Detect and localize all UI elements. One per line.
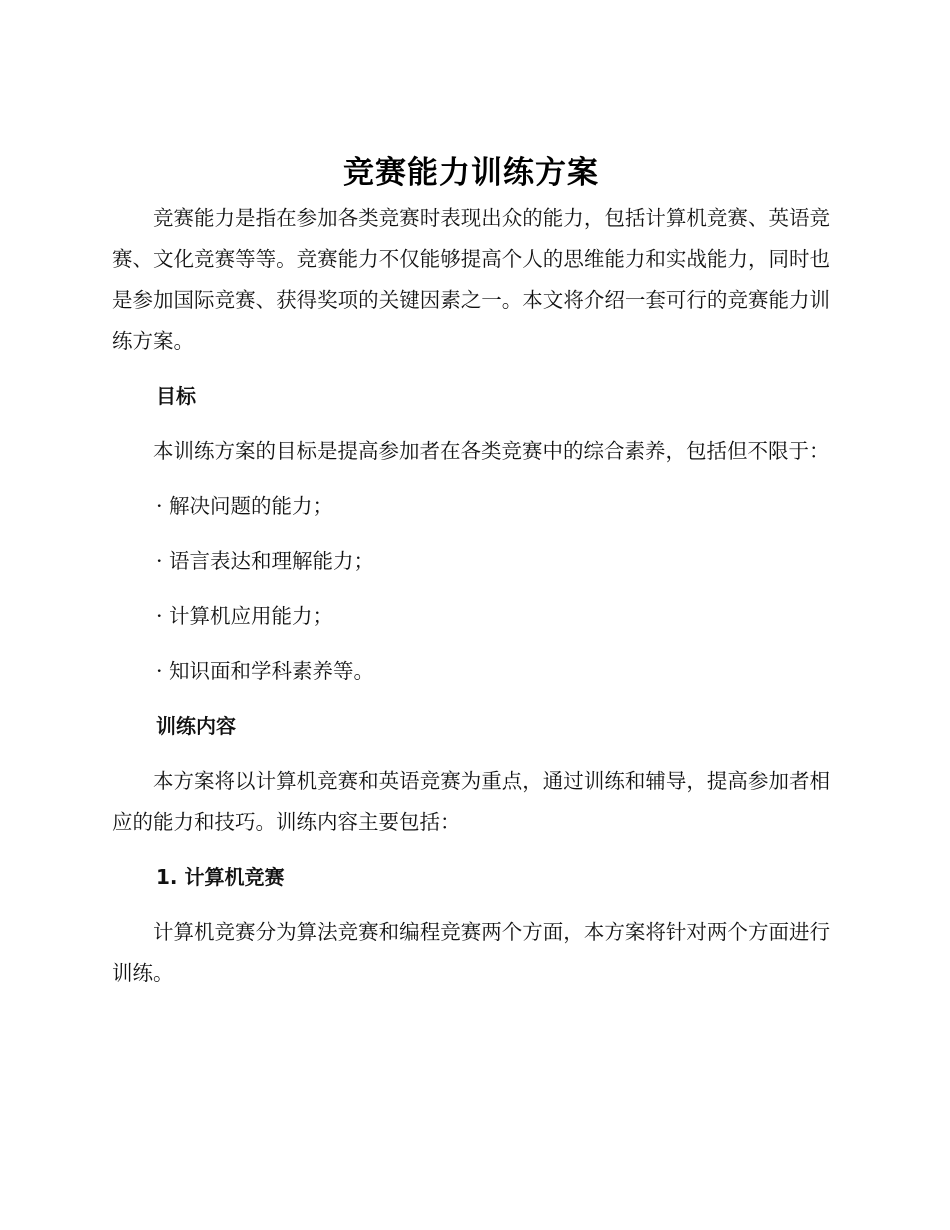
goal-paragraph: 本训练方案的目标是提高参加者在各类竞赛中的综合素养，包括但不限于： <box>153 439 830 463</box>
content-heading: 训练内容 <box>156 714 236 738</box>
intro-paragraph: 竞赛能力是指在参加各类竞赛时表现出众的能力，包括计算机竞赛、英语竞赛、文化竞赛等等。竞赛能力不仅能够提高个人的思维能力和实战能力，同时也是参加国际竞赛、获得奖项的关键因素之一。本文将介绍一套可行的竞赛能力训练方案。 <box>112 206 830 353</box>
section1-paragraph: 计算机竞赛分为算法竞赛和编程竞赛两个方面，本方案将针对两个方面进行训练。 <box>112 920 830 985</box>
section1-heading: 1. 计算机竞赛 <box>156 865 285 889</box>
list-item: · 语言表达和理解能力； <box>156 549 375 573</box>
list-item: · 解决问题的能力； <box>156 494 334 518</box>
document-page <box>112 148 830 994</box>
list-item: · 计算机应用能力； <box>156 604 334 628</box>
document-title: 竞赛能力训练方案 <box>343 155 599 191</box>
content-paragraph: 本方案将以计算机竞赛和英语竞赛为重点，通过训练和辅导，提高参加者相应的能力和技巧。训练内容主要包括： <box>112 769 830 834</box>
goal-list <box>112 486 830 692</box>
goal-heading: 目标 <box>156 384 196 408</box>
list-item: · 知识面和学科素养等。 <box>156 659 375 683</box>
